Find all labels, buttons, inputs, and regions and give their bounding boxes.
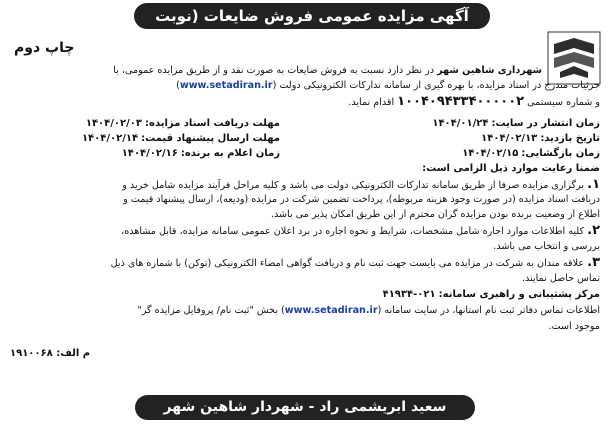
winner-announce-row: زمان اعلام به برنده: ۱۴۰۴/۰۲/۱۶ — [121, 148, 280, 159]
term-3-line-2: تماس حاصل نمایند. — [521, 273, 600, 284]
notice-title: آگهی مزایده عمومی فروش ضایعات (نوبت سوم) — [134, 3, 490, 29]
org-name: شهرداری شاهین شهر — [437, 65, 542, 76]
signature-bar: سعید ابریشمی راد - شهردار شاهین شهر — [135, 395, 475, 420]
term-1-line-3: اطلاع از وضعیت برنده بودن مزایده گران محترم از این طریق امکان پذیر می باشد. — [270, 209, 600, 220]
support-row: مرکز پشتیبانی و راهبری سامانه: ۰۲۱-۴۱۹۳۴ — [382, 289, 600, 300]
intro-line-1: شهرداری شاهین شهر در نظر دارد نسبت به فروش ضایعات به صورت نقد و از طریق مزایده عمومی، با — [113, 65, 542, 76]
intro-line-2: جزئیات مندرج در اسناد مزایده، با بهره گیری از سامانه تدارکات الکترونیکی دولت (www.setadiran.ir) — [176, 80, 600, 91]
term-3-line-1: ۳. علاقه مندان به شرکت در مزایده می بایست جهت ثبت نام و دریافت گواهی امضاء الکترونیکی (توکن) با شماره های ذیل — [110, 256, 600, 270]
term-1-line-2: دریافت اسناد مزایده (در صورت وجود هزینه مربوطه)، پرداخت تضمین شرکت در مزایده (ودیعه)، ارسال پیشنهاد قیمت و — [123, 194, 600, 205]
edition-label: چاپ دوم — [14, 40, 75, 56]
term-2-line-2: بررسی و انتخاب می باشد. — [493, 241, 600, 252]
support-line-1: اطلاعات تماس دفاتر ثبت نام استانها، در سایت سامانه (www.setadiran.ir) بخش "ثبت نام/ پروفایل مزایده گر" — [137, 305, 600, 316]
setadiran-link-2[interactable]: www.setadiran.ir — [284, 305, 378, 316]
support-phone: ۰۲۱-۴۱۹۳۴ — [382, 289, 436, 300]
support-line-2: موجود است. — [548, 321, 600, 332]
municipality-logo-icon — [546, 30, 602, 86]
bid-deadline-row: مهلت ارسال پیشنهاد قیمت: ۱۴۰۴/۰۲/۱۴ — [81, 133, 280, 144]
term-2-line-1: ۲. کلیه اطلاعات موارد اجاره شامل مشخصات، شرایط و نحوه اجاره در برد اعلان عمومی سامانه مزایده، قابل مشاهده، — [121, 224, 600, 238]
reference-number: م الف: ۱۹۱۰۰۶۸ — [10, 348, 91, 359]
intro-line-3: و شماره سیستمی ۱۰۰۴۰۹۴۳۳۴۰۰۰۰۰۲ اقدام نماید. — [348, 95, 600, 109]
term-1-line-1: ۱. برگزاری مزایده صرفا از طریق سامانه تدارکات الکترونیکی دولت می باشد و کلیه مراحل فرآیند مزایده شامل خرید و — [122, 178, 600, 192]
visit-date-row: تاریخ بازدید: ۱۴۰۴/۰۲/۱۳ — [481, 133, 600, 144]
publish-date-row: زمان انتشار در سایت: ۱۴۰۴/۰۱/۲۴ — [432, 118, 600, 129]
doc-deadline-row: مهلت دریافت اسناد مزایده: ۱۴۰۴/۰۲/۰۳ — [85, 118, 280, 129]
opening-date-row: زمان بازگشایی: ۱۴۰۴/۰۲/۱۵ — [462, 148, 600, 159]
system-number: ۱۰۰۴۰۹۴۳۳۴۰۰۰۰۰۲ — [397, 95, 525, 109]
terms-heading: ضمنا رعایت موارد ذیل الزامی است: — [422, 163, 600, 174]
setadiran-link[interactable]: www.setadiran.ir — [179, 80, 273, 91]
